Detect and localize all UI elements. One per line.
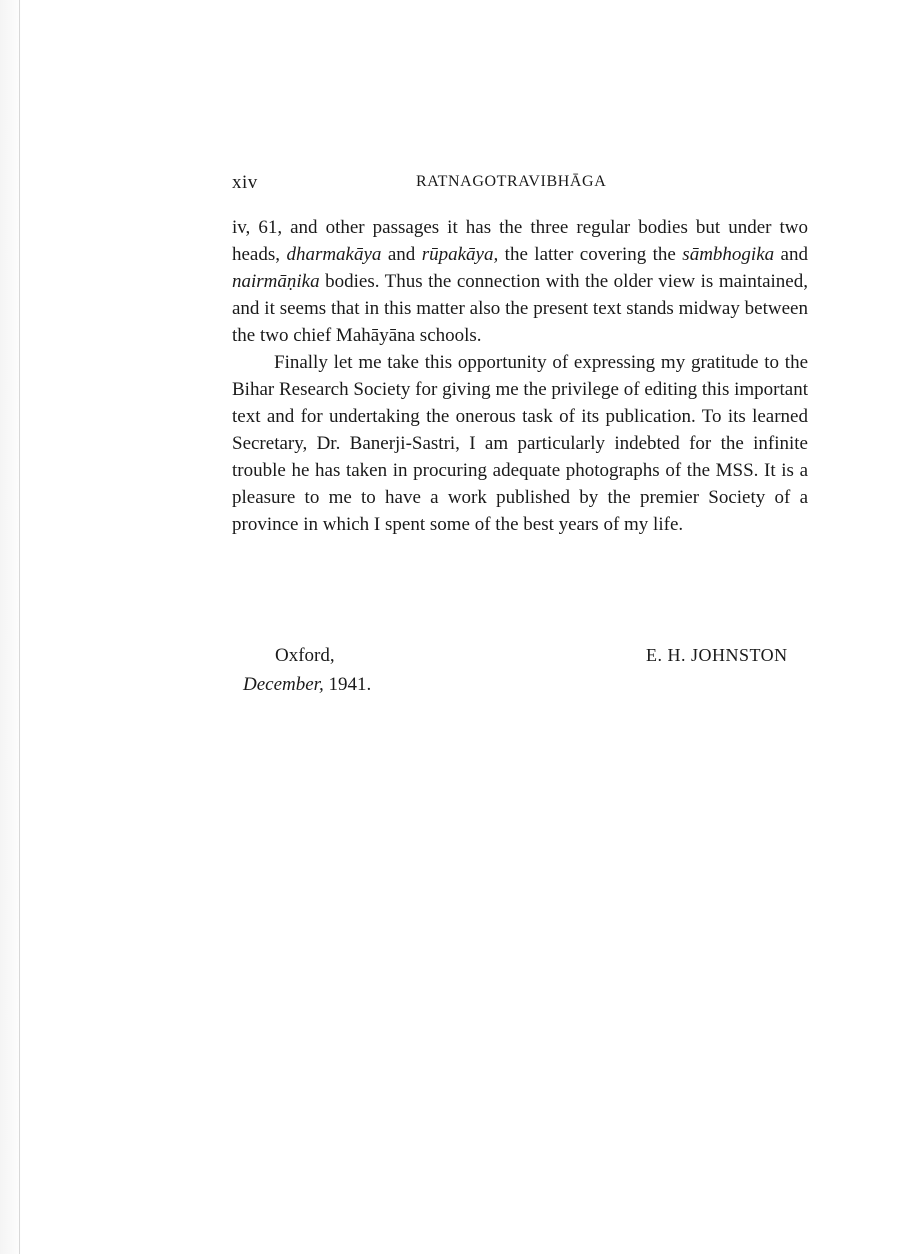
body-text [232, 214, 808, 538]
page-header [232, 172, 808, 202]
date-year: 1941. [323, 674, 372, 695]
paragraph-1-text-e: bodies. Thus the connection with the older view is maintained, and it seems that in this matter also the present text stands midway between the two chief Mahāyāna schools. [232, 271, 808, 346]
page-number: xiv [232, 172, 258, 193]
term-sambhogika: sāmbhogika [682, 244, 775, 265]
date-line [243, 674, 371, 696]
paragraph-1-text-b: and [381, 244, 422, 265]
scan-edge-line [19, 0, 20, 1254]
term-rupakaya: rūpakāya, [421, 244, 499, 265]
paragraph-acknowledgements: Finally let me take this opportunity of expressing my gratitude to the Bihar Research Society for giving me the privilege of editing this important text and for undertaking the onerous task of its publication. To its learned Secretary, Dr. Banerji-Sastri, I am particularly indebted for the infinite trouble he has taken in procuring adequate photographs of the MSS. It is a pleasure to me to have a work published by the premier Society of a province in which I spent some of the best years of my life. [232, 352, 808, 535]
running-title: RATNAGOTRAVIBHĀGA [416, 173, 607, 190]
paragraph-bodies [232, 214, 808, 349]
date-month: December, [243, 674, 324, 695]
term-nairmanika: nairmāṇika [232, 271, 320, 292]
paragraph-1-text-a: iv, 61, and other passages it has the three regular bodies but under two heads, [232, 217, 808, 265]
term-dharmakaya: dharmakāya [286, 244, 382, 265]
paragraph-1-text-c: the latter covering the [498, 244, 683, 265]
paragraph-1-text-d: and [774, 244, 808, 265]
author-signature: E. H. JOHNSTON [646, 645, 788, 665]
place-line: Oxford, [275, 645, 335, 666]
